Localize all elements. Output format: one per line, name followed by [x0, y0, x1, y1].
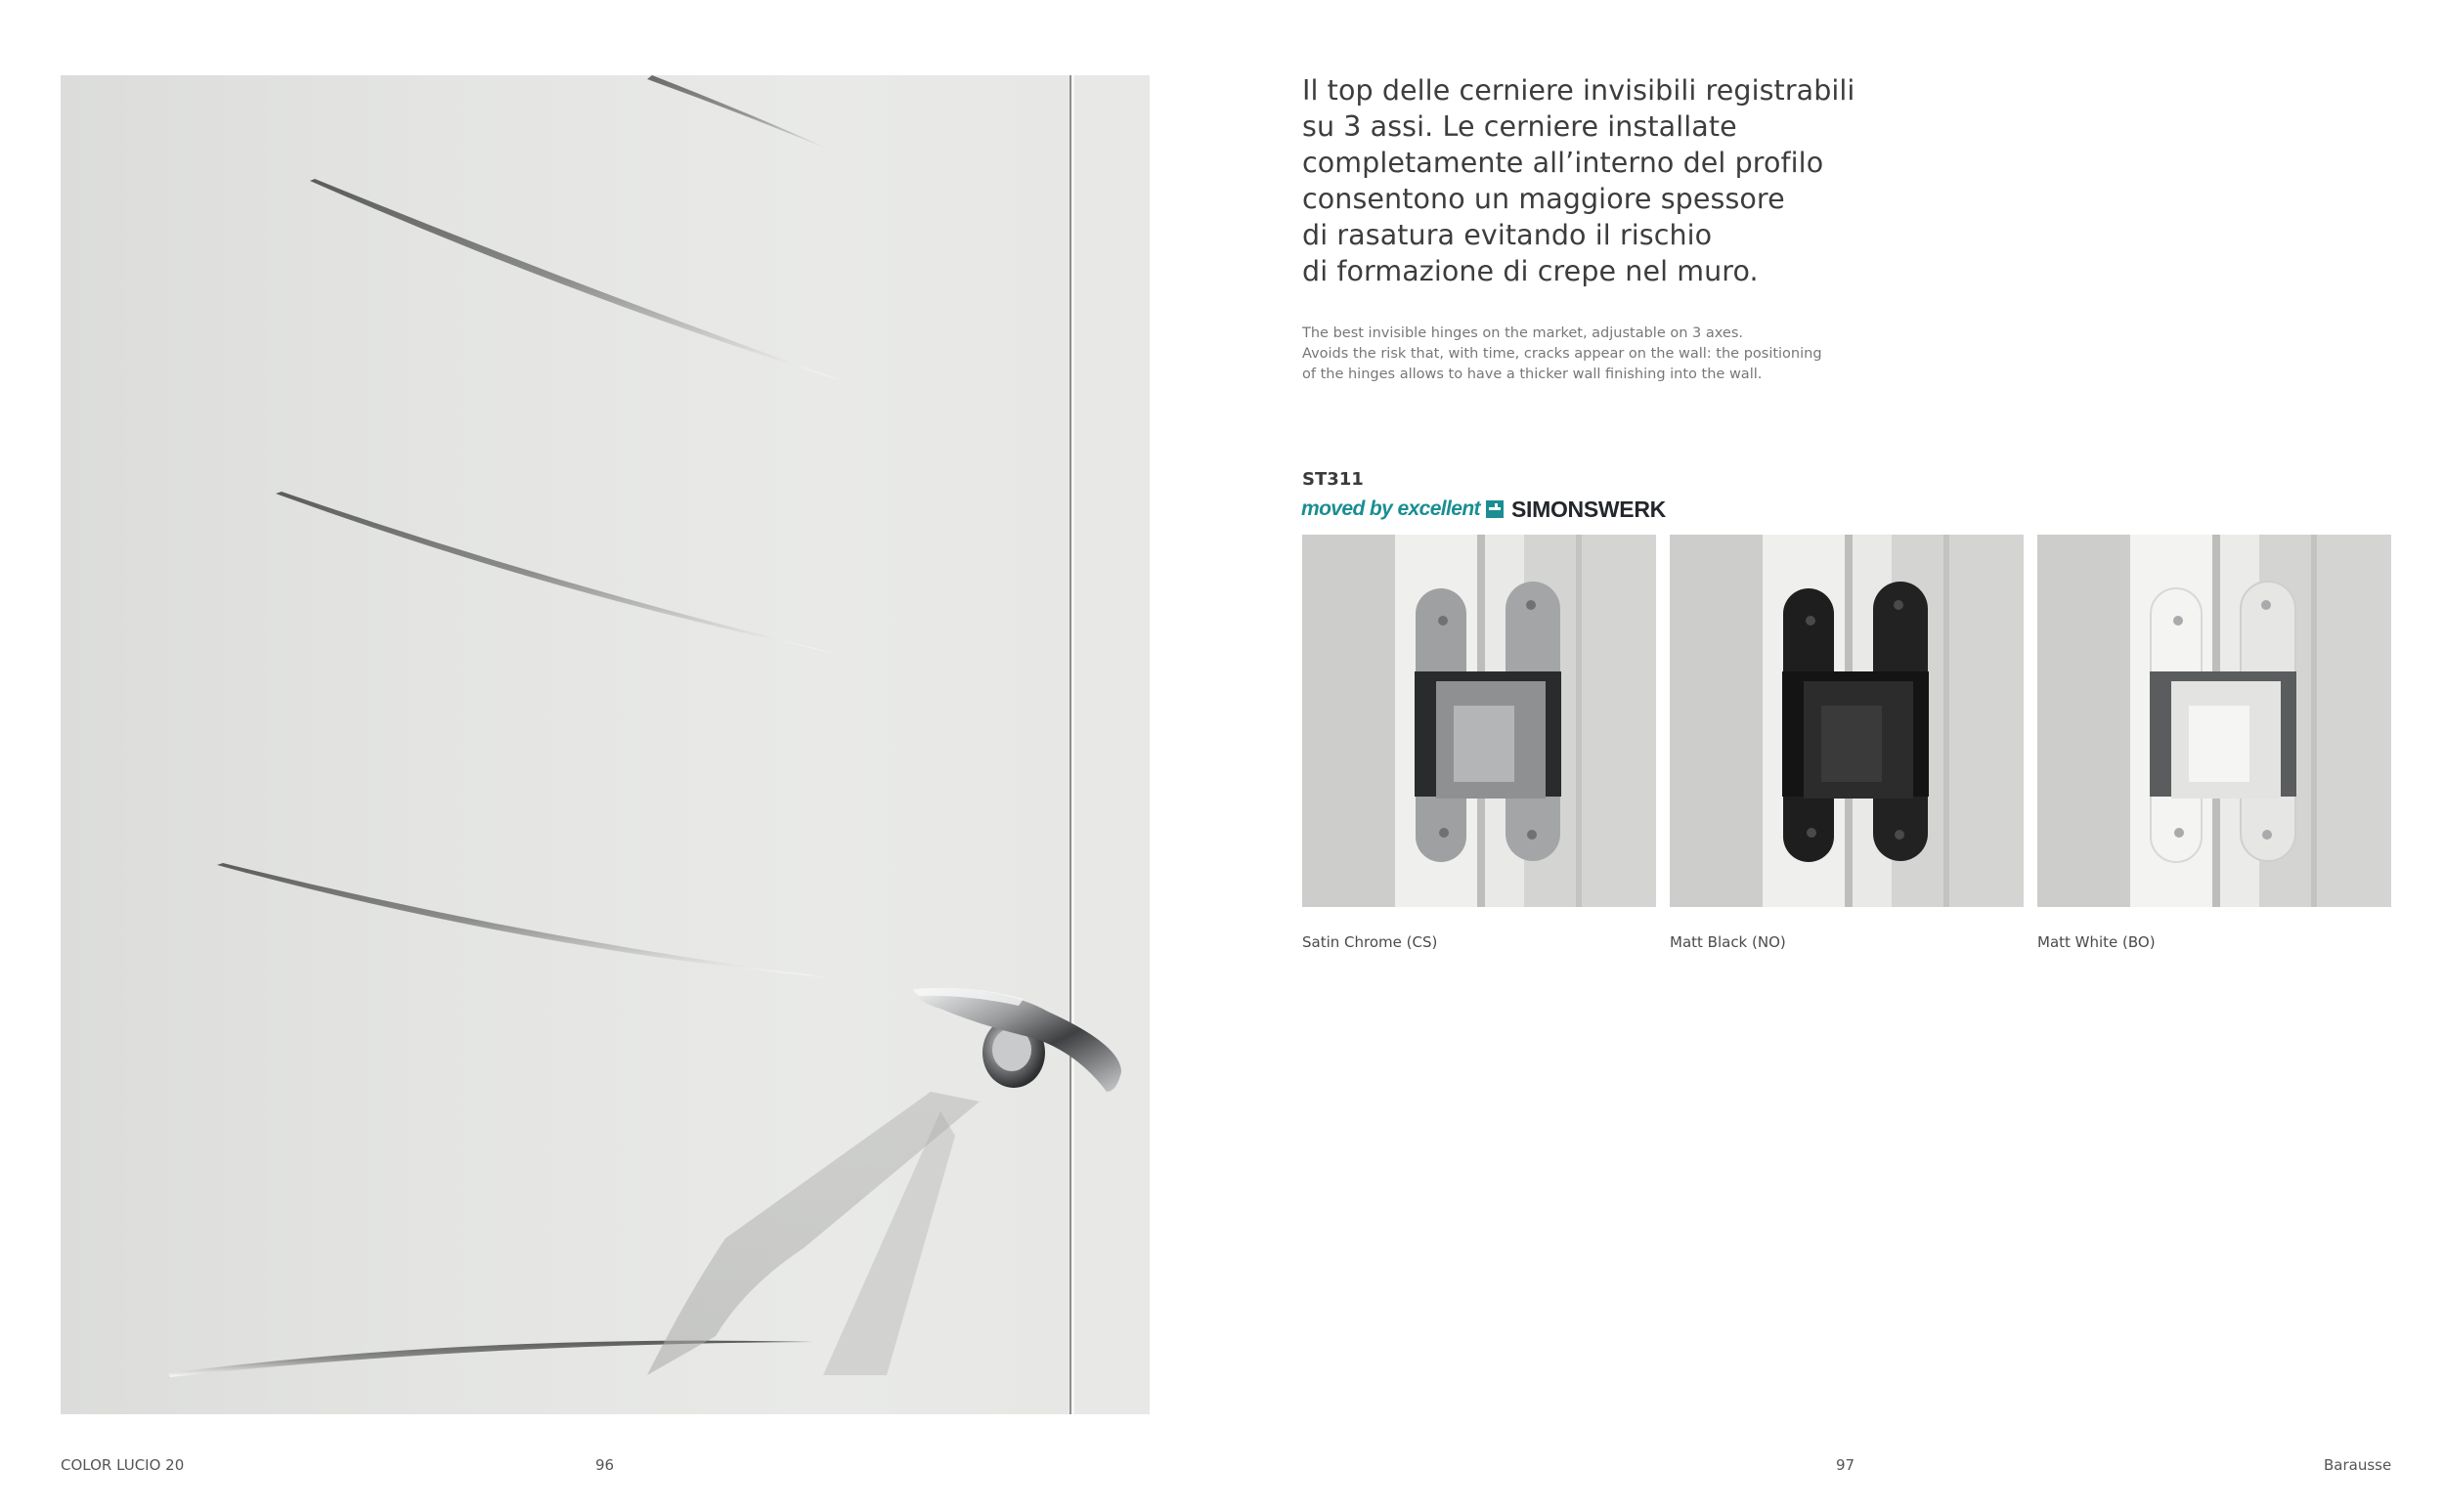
door-illustration — [61, 75, 1150, 1414]
page-number-right: 97 — [1836, 1456, 1855, 1474]
body-english — [1302, 324, 1908, 385]
headline-italian — [1302, 72, 1908, 289]
headline-line: consentono un maggiore spessore — [1302, 183, 1785, 215]
hinge-label-matt-black: Matt Black (NO) — [1670, 933, 1786, 951]
headline-line: di rasatura evitando il rischio — [1302, 219, 1713, 251]
headline-line: su 3 assi. Le cerniere installate — [1302, 110, 1737, 143]
brand-tagline: moved by excellent — [1301, 497, 1480, 520]
brand-name: SIMONSWERK — [1510, 496, 1666, 522]
hinge-photo-matt-white — [2037, 535, 2391, 907]
hinge-matt-white-icon — [2037, 535, 2391, 907]
headline-line: completamente all’interno del profilo — [1302, 147, 1824, 179]
headline-line: di formazione di crepe nel muro. — [1302, 255, 1759, 287]
hinge-label-matt-white: Matt White (BO) — [2037, 933, 2156, 951]
body-line: The best invisible hinges on the market, adjustable on 3 axes. — [1302, 325, 1743, 341]
hinge-photo-satin-chrome — [1302, 535, 1656, 907]
headline-line: Il top delle cerniere invisibili registrabili — [1302, 74, 1855, 107]
simonswerk-logo — [1301, 495, 1666, 524]
page-number-left: 96 — [595, 1456, 615, 1474]
footer-collection-title: COLOR LUCIO 20 — [61, 1456, 185, 1474]
hinge-matt-black-icon — [1670, 535, 2024, 907]
simonswerk-mark-icon — [1486, 499, 1506, 519]
hinge-label-satin-chrome: Satin Chrome (CS) — [1302, 933, 1438, 951]
door-photo — [61, 75, 1150, 1414]
body-line: Avoids the risk that, with time, cracks appear on the wall: the positioning — [1302, 346, 1822, 362]
model-code: ST311 — [1302, 469, 1364, 490]
body-line: of the hinges allows to have a thicker wall finishing into the wall. — [1302, 367, 1763, 382]
hinge-photo-matt-black — [1670, 535, 2024, 907]
footer-brand-name: Barausse — [2324, 1456, 2392, 1474]
hinge-satin-chrome-icon — [1302, 535, 1656, 907]
